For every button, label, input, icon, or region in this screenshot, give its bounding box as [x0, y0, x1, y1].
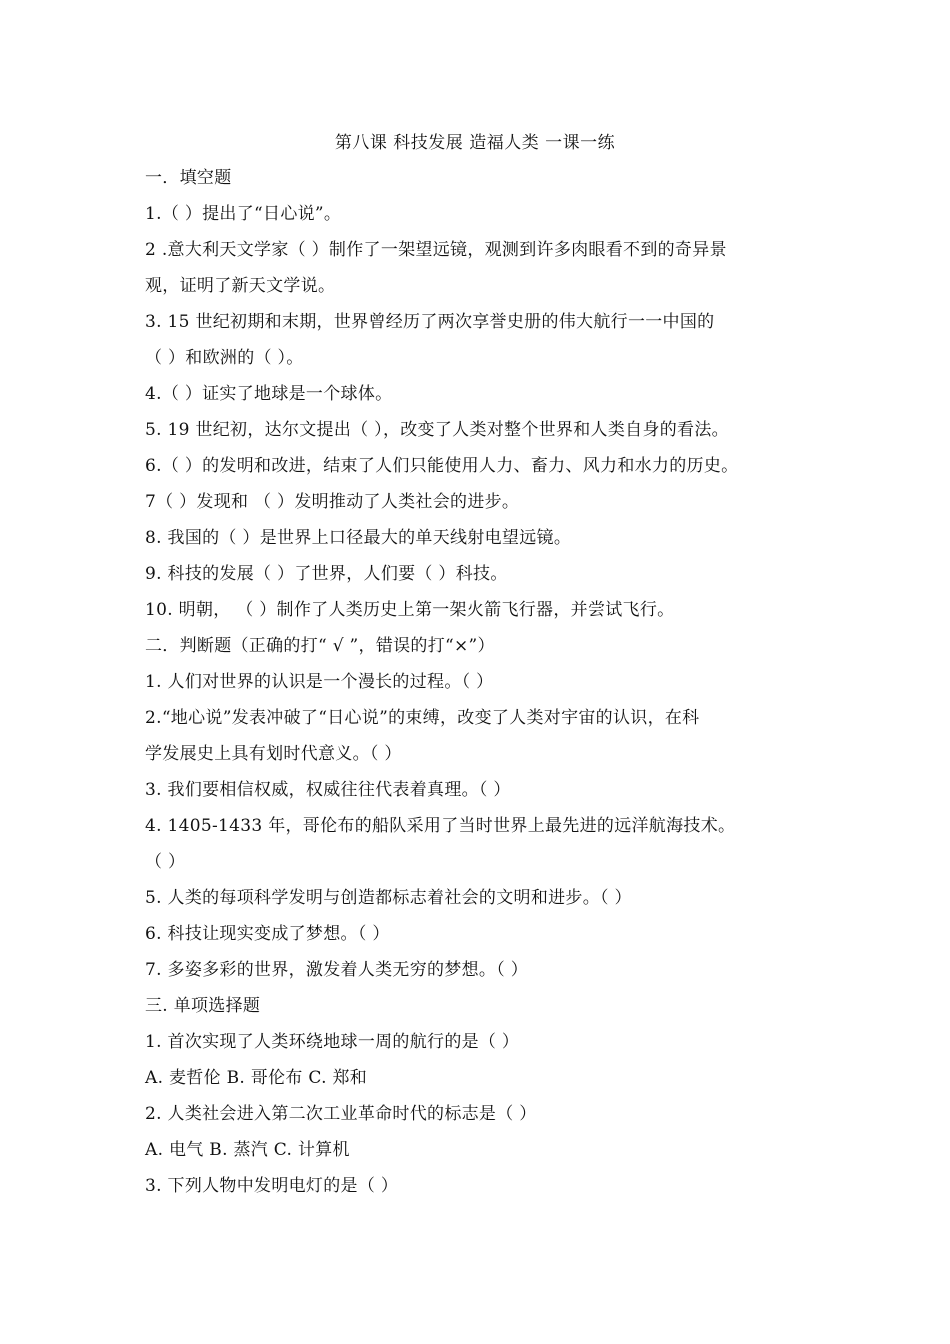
question-line: 1.（ ）提出了“日心说”。 [145, 204, 342, 224]
question-line: 2 .意大利天文学家（ ）制作了一架望远镜，观测到许多肉眼看不到的奇异景 [145, 240, 727, 260]
question-line: 9. 科技的发展（ ）了世界，人们要（ ）科技。 [145, 564, 508, 584]
page-title: 第八课 科技发展 造福人类 一课一练 [334, 133, 616, 153]
question-line: 8. 我国的（ ）是世界上口径最大的单天线射电望远镜。 [145, 528, 572, 548]
question-line: （ ）和欧洲的（ ）。 [145, 348, 304, 368]
document-body [145, 160, 815, 1204]
question-line: 7（ ）发现和 （ ）发明推动了人类社会的进步。 [145, 492, 520, 512]
question-line: 学发展史上具有划时代意义。（ ） [145, 744, 402, 764]
question-line: 7. 多姿多彩的世界，激发着人类无穷的梦想。（ ） [145, 960, 529, 980]
question-line: 6.（ ）的发明和改进，结束了人们只能使用人力、畜力、风力和水力的历史。 [145, 456, 739, 476]
section-heading-multiple-choice: 三. 单项选择题 [145, 996, 261, 1016]
question-line: 3. 下列人物中发明电灯的是（ ） [145, 1176, 399, 1196]
question-line: 2. 人类社会进入第二次工业革命时代的标志是（ ） [145, 1104, 537, 1124]
section-heading-true-false: 二．判断题（正确的打“ √ ”，错误的打“×”） [145, 636, 495, 656]
question-line: 10. 明朝， （ ）制作了人类历史上第一架火箭飞行器，并尝试飞行。 [145, 600, 675, 620]
question-line: （ ） [145, 852, 186, 872]
question-line: 1. 人们对世界的认识是一个漫长的过程。（ ） [145, 672, 494, 692]
question-line: 2.“地心说”发表冲破了“日心说”的束缚，改变了人类对宇宙的认识，在科 [145, 708, 700, 728]
question-line: 3. 我们要相信权威，权威往往代表着真理。（ ） [145, 780, 511, 800]
question-line: 观，证明了新天文学说。 [145, 276, 336, 296]
question-line: 1. 首次实现了人类环绕地球一周的航行的是（ ） [145, 1032, 520, 1052]
answer-options: A. 麦哲伦 B. 哥伦布 C. 郑和 [145, 1068, 368, 1088]
question-line: 5. 19 世纪初，达尔文提出（ ），改变了人类对整个世界和人类自身的看法。 [145, 420, 729, 440]
question-line: 4.（ ）证实了地球是一个球体。 [145, 384, 393, 404]
answer-options: A. 电气 B. 蒸汽 C. 计算机 [145, 1140, 350, 1160]
question-line: 6. 科技让现实变成了梦想。（ ） [145, 924, 390, 944]
question-line: 4. 1405-1433 年，哥伦布的船队采用了当时世界上最先进的远洋航海技术。 [145, 816, 736, 836]
section-heading-fill-blank: 一．填空题 [145, 168, 232, 188]
question-line: 3. 15 世纪初期和末期，世界曾经历了两次享誉史册的伟大航行一一中国的 [145, 312, 715, 332]
question-line: 5. 人类的每项科学发明与创造都标志着社会的文明和进步。（ ） [145, 888, 632, 908]
